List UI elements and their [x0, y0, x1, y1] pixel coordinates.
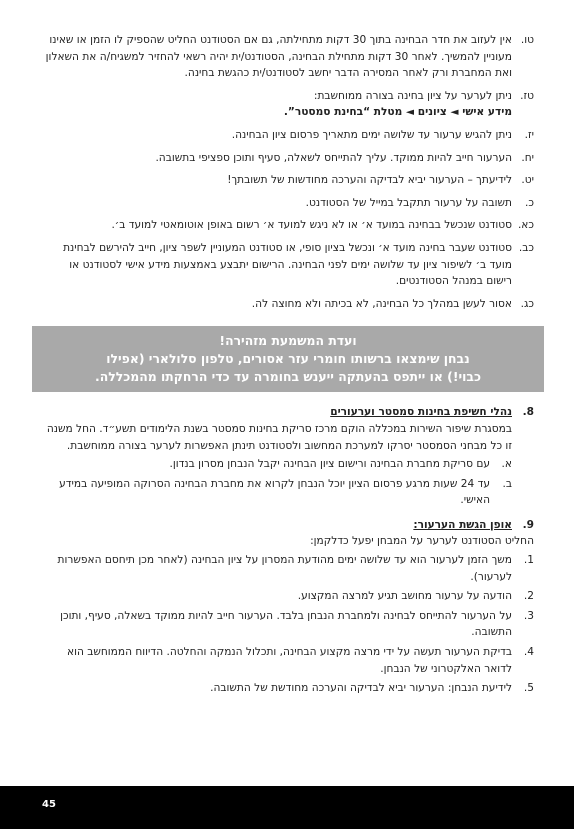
- rule-item-15: [42, 32, 534, 82]
- item-number: טז.: [520, 89, 534, 102]
- item-text: ניתן לערער על ציון בחינה בצורה ממוחשבת:: [313, 89, 512, 102]
- step-text: לידיעת הנבחן: הערעור יביא לבדיקה והערכה מחודשת של התשובה.: [210, 682, 512, 695]
- rule-item-21: [42, 217, 534, 234]
- section-8-body: [42, 421, 534, 509]
- rule-item-16: [42, 88, 534, 121]
- item-number: כב.: [518, 241, 534, 254]
- item-number: כ.: [525, 196, 534, 209]
- rule-item-23: [42, 296, 534, 313]
- item-number: כג.: [520, 297, 534, 310]
- step-number: 5.: [523, 682, 534, 695]
- step-4: [42, 644, 534, 677]
- step-number: 4.: [523, 646, 534, 659]
- sub-text: עם סריקת מחברת הבחינה ורישום ציון הבחינה יקבל הנבחן מסרון בנדון.: [169, 458, 490, 471]
- sub-number: א.: [501, 458, 512, 471]
- page-footer: [0, 786, 574, 829]
- item-number: כא.: [517, 219, 534, 232]
- sub-number: ב.: [502, 477, 512, 490]
- warning-line-1: נבחן שימצאו ברשותו חומרי עזר אסורים, טלפון סלולארי (אפילו: [106, 351, 470, 367]
- step-number: 3.: [523, 609, 534, 622]
- item-text-block: [42, 88, 512, 121]
- rule-item-17: [42, 127, 534, 144]
- item-text: תשובה על ערעור תתקבל במייל של הסטודנט.: [305, 196, 512, 209]
- rule-item-20: [42, 195, 534, 212]
- item-number: טו.: [520, 34, 534, 46]
- section-9-heading: [42, 517, 534, 534]
- item-text: סטודנט שנכשל בבחינה במועד א׳ או לא ניגש למועד א׳ רשום באופן אוטומאטי למועד ב׳.: [111, 219, 512, 232]
- step-3: [42, 608, 534, 641]
- step-number: 2.: [523, 590, 534, 603]
- step-1: [42, 552, 534, 585]
- page-number: 45: [42, 799, 56, 810]
- rule-item-22: [42, 240, 534, 290]
- step-number: 1.: [523, 554, 534, 567]
- step-2: [42, 588, 534, 605]
- section-intro: במסגרת שיפור השירות במכללה הוקם מרכז סריקת בחינות סמסטר בשנת הלימודים תשע״ד. החל משנה זו כל מבחני הסמסטר יסרקו למערכת המחשוב ולסטודנט תינתן האפשרות לערער בצורה ממוחשבת.: [46, 422, 512, 452]
- step-text: בדיקת הערעור תעשה על ידי מרצה מקצוע הבחינה, ותכלול הנמקה והחלטה. הדיווח הממוחשב הוא לדואר האלקטרוני של הנבחן.: [66, 646, 512, 675]
- section-number: 8.: [522, 406, 534, 419]
- item-number: יט.: [521, 174, 534, 187]
- section-number: 9.: [522, 518, 534, 531]
- warning-title: ועדת המשמעת מזהירה!: [219, 333, 357, 349]
- rule-item-18: [42, 150, 534, 167]
- disciplinary-warning-box: [32, 326, 544, 392]
- step-text: משך הזמן לערעור הוא עד שלושה ימים מהודעת המסרון על ציון הבחינה (לאחר מכן תיחסם האפשרות לערעור).: [57, 554, 512, 583]
- item-text: אסור לעשן במהלך כל הבחינה, לא בכיתה ולא מחוצה לה.: [251, 297, 512, 310]
- item-text: לידיעתך – הערעור יביא לבדיקה והערכה מחודשות של תשובתך!: [227, 174, 512, 187]
- section-8: [42, 404, 534, 509]
- content-area: [42, 32, 534, 700]
- section-9: [42, 517, 534, 697]
- section-title: אופן הגשת הערעור:: [413, 518, 512, 531]
- sub-text: עד 24 שעות מרגע פרסום הציון יוכל הנבחן לקרוא את מחברת הבחינה הסרוקה המופיעה במידע האישי.: [59, 477, 490, 507]
- step-5: [42, 680, 534, 697]
- section-title: נהלי חשיפת בחינות סמסטר וערעורים: [330, 406, 512, 419]
- sub-item-a: [42, 456, 512, 473]
- rule-item-19: [42, 172, 534, 189]
- item-number: יז.: [524, 128, 534, 141]
- section-intro: החליט הסטודנט לערער על המבחן יפעל כדלקמן:: [310, 535, 534, 548]
- item-text: אין לעזוב את חדר הבחינה בתוך 30 דקות מתחילתה, גם אם הסטודנט החליט שהספיק לו הזמן או שאינו מעוניין להמשיך. לאחר 30 דקות מתחילת הבחינה, הסטודנט/ית יהיה רשאי להחזיר למשגיח/ה את השאלון ואת המחברת ורק לאחר המסירה הדבר יחשב לסטודנט/ית כהגשת בחינה.: [45, 34, 512, 80]
- step-text: על הערעור להתייחס לבחינה ולמחברת הנבחן בלבד. הערעור חייב להיות ממוקד בשאלה, סעיף, ותוכן התשובה.: [60, 609, 512, 639]
- step-text: הודעה על ערעור מחושב תגיע למרצה המקצוע.: [297, 590, 512, 603]
- warning-line-2: כבוי!) או ייתפס בהעתקה ייענש בחומרה עד כדי הרחקתו מהמכללה.: [95, 369, 481, 385]
- navigation-path: מידע אישי ◄ ציונים ◄ מטלת “בחינת סמסטר”.: [283, 106, 512, 119]
- item-number: יח.: [521, 151, 534, 164]
- item-text: ניתן להגיש ערעור עד שלושה ימים מתאריך פרסום ציון הבחינה.: [231, 128, 512, 141]
- item-text: סטודנט שעבר בחינה מועד א׳ ונכשל בציון סופי, או סטודנט המעוניין לשפר ציון, חייב להירשם לבחינת מועד ב׳ לשיפור ציון עד שלושה ימים לפני הבחינה. הרישום יתבצע באמצעות מידע אישי לסטודנט או רישום במנהל הסטודנטים.: [63, 241, 512, 288]
- item-text: הערעור חייב להיות ממוקד. עליך להתייחס לשאלה, סעיף ותוכן ספציפי בתשובה.: [155, 151, 512, 164]
- section-8-heading: [42, 404, 534, 421]
- sub-item-b: [42, 476, 512, 509]
